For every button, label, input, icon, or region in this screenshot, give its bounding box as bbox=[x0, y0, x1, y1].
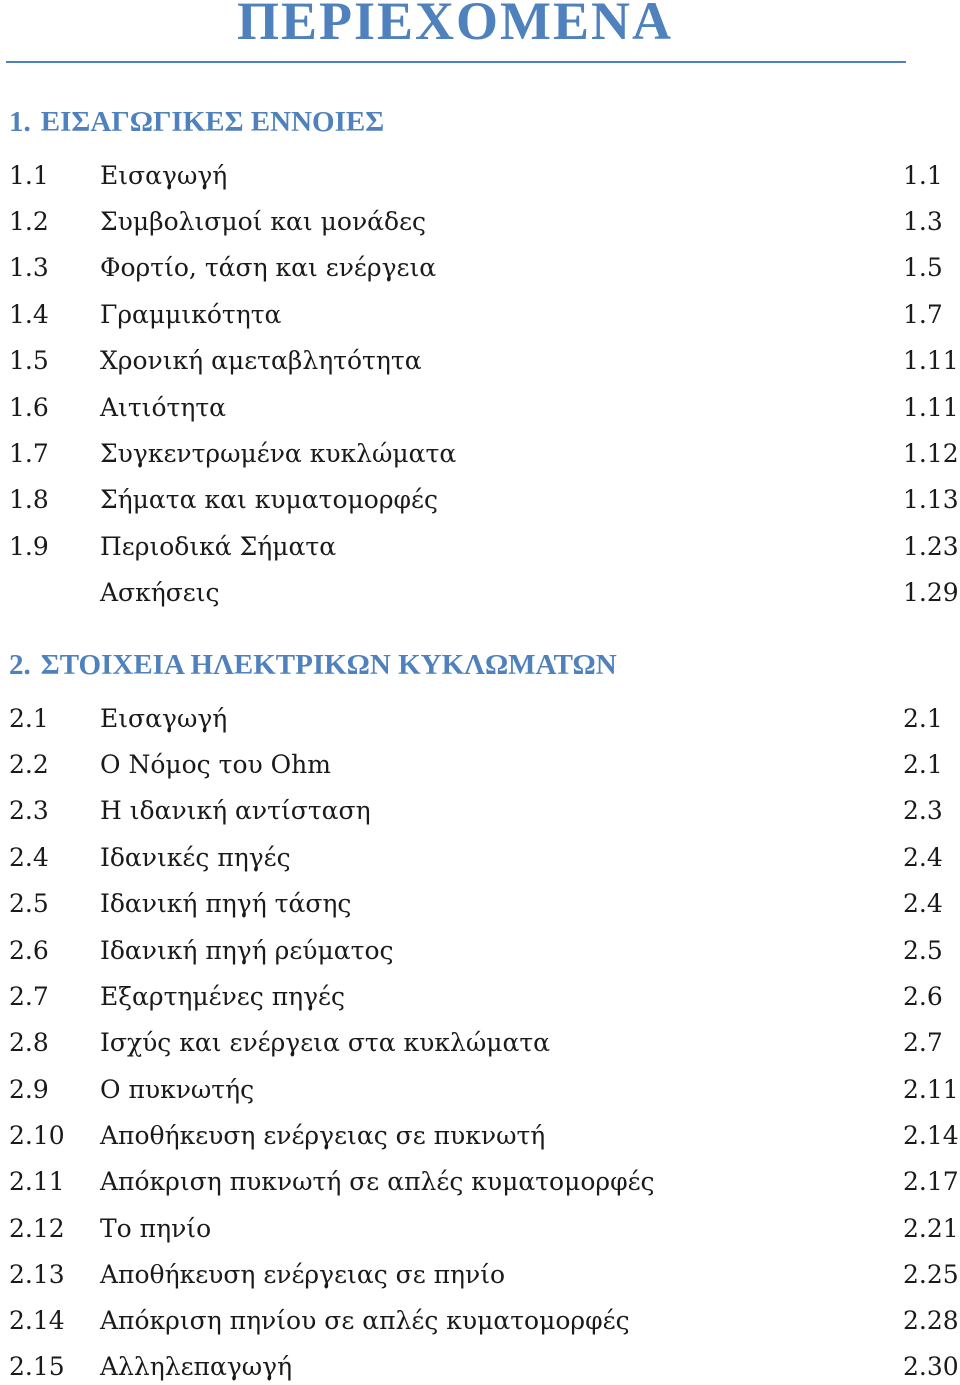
chapter-number: 2. bbox=[9, 649, 31, 681]
toc-entry[interactable] bbox=[0, 204, 960, 240]
entry-title: Απόκριση πηνίου σε απλές κυματομορφές bbox=[100, 1306, 630, 1335]
toc-entry[interactable] bbox=[0, 1118, 960, 1154]
entry-number: 2.9 bbox=[9, 1075, 49, 1104]
toc-entry-exercises[interactable] bbox=[0, 575, 960, 611]
toc-entry[interactable] bbox=[0, 390, 960, 426]
chapter-number: 1. bbox=[9, 106, 31, 138]
entry-number: 2.12 bbox=[9, 1214, 65, 1243]
entry-title: Αποθήκευση ενέργειας σε πηνίο bbox=[100, 1260, 506, 1289]
chapter-heading-1[interactable] bbox=[9, 104, 384, 140]
entry-number: 2.11 bbox=[9, 1167, 65, 1196]
toc-entry[interactable] bbox=[0, 701, 960, 737]
entry-title: Περιοδικά Σήματα bbox=[100, 532, 337, 561]
toc-entry[interactable] bbox=[0, 1257, 960, 1293]
entry-number: 1.9 bbox=[9, 532, 49, 561]
entry-title: Ισχύς και ενέργεια στα κυκλώματα bbox=[100, 1028, 551, 1057]
entry-title: Ιδανική πηγή ρεύματος bbox=[100, 936, 394, 965]
entry-title: Η ιδανική αντίσταση bbox=[100, 796, 371, 825]
entry-title: Το πηνίο bbox=[100, 1214, 212, 1243]
entry-number: 2.2 bbox=[9, 750, 49, 779]
title-underline bbox=[6, 61, 906, 63]
entry-title: Χρονική αμεταβλητότητα bbox=[100, 346, 422, 375]
entry-number: 1.2 bbox=[9, 207, 49, 236]
toc-entry[interactable] bbox=[0, 1303, 960, 1339]
entry-title: Φορτίο, τάση και ενέργεια bbox=[100, 253, 437, 282]
entry-page: 1.13 bbox=[903, 485, 959, 514]
entry-page: 1.12 bbox=[903, 439, 959, 468]
entry-page: 2.28 bbox=[903, 1306, 959, 1335]
entry-title: Αποθήκευση ενέργειας σε πυκνωτή bbox=[100, 1121, 546, 1150]
entry-page: 2.6 bbox=[903, 982, 943, 1011]
toc-entry[interactable] bbox=[0, 1211, 960, 1247]
chapter-title: ΕΙΣΑΓΩΓΙΚΕΣ ΕΝΝΟΙΕΣ bbox=[40, 106, 385, 138]
toc-entry[interactable] bbox=[0, 1349, 960, 1385]
toc-entry[interactable] bbox=[0, 343, 960, 379]
entry-page: 1.1 bbox=[903, 161, 943, 190]
entry-number: 2.3 bbox=[9, 796, 49, 825]
entry-page: 2.25 bbox=[903, 1260, 959, 1289]
entry-number: 2.13 bbox=[9, 1260, 65, 1289]
entry-number: 2.4 bbox=[9, 843, 49, 872]
entry-page: 2.30 bbox=[903, 1352, 959, 1381]
entry-title: Ο Νόμος του Ohm bbox=[100, 750, 331, 779]
entry-title: Εξαρτημένες πηγές bbox=[100, 982, 346, 1011]
toc-entry[interactable] bbox=[0, 297, 960, 333]
entry-title: Συμβολισμοί και μονάδες bbox=[100, 207, 427, 236]
entry-page: 1.5 bbox=[903, 253, 943, 282]
entry-title: Εισαγωγή bbox=[100, 704, 228, 733]
entry-page: 2.11 bbox=[903, 1075, 959, 1104]
entry-title: Ιδανικές πηγές bbox=[100, 843, 291, 872]
entry-page: 2.17 bbox=[903, 1167, 959, 1196]
entry-number: 2.7 bbox=[9, 982, 49, 1011]
entry-page: 2.7 bbox=[903, 1028, 943, 1057]
entry-page: 2.3 bbox=[903, 796, 943, 825]
entry-number: 1.6 bbox=[9, 393, 49, 422]
toc-entry[interactable] bbox=[0, 1025, 960, 1061]
entry-page: 2.14 bbox=[903, 1121, 959, 1150]
entry-number: 2.10 bbox=[9, 1121, 65, 1150]
chapter-title: ΣΤΟΙΧΕΙΑ ΗΛΕΚΤΡΙΚΩΝ ΚΥΚΛΩΜΑΤΩΝ bbox=[40, 649, 617, 681]
entry-number: 1.8 bbox=[9, 485, 49, 514]
toc-entry[interactable] bbox=[0, 747, 960, 783]
entry-page: 1.7 bbox=[903, 300, 943, 329]
entry-page: 2.1 bbox=[903, 704, 943, 733]
entry-number: 2.5 bbox=[9, 889, 49, 918]
toc-entry[interactable] bbox=[0, 250, 960, 286]
toc-entry[interactable] bbox=[0, 840, 960, 876]
entry-page: 1.11 bbox=[903, 346, 959, 375]
toc-entry[interactable] bbox=[0, 933, 960, 969]
entry-number: 2.15 bbox=[9, 1352, 65, 1381]
toc-entry[interactable] bbox=[0, 1164, 960, 1200]
toc-entry[interactable] bbox=[0, 886, 960, 922]
entry-number: 2.14 bbox=[9, 1306, 65, 1335]
toc-entry[interactable] bbox=[0, 482, 960, 518]
entry-page: 1.3 bbox=[903, 207, 943, 236]
toc-entry[interactable] bbox=[0, 529, 960, 565]
toc-entry[interactable] bbox=[0, 979, 960, 1015]
entry-page: 2.5 bbox=[903, 936, 943, 965]
entry-title: Σήματα και κυματομορφές bbox=[100, 485, 438, 514]
entry-page: 1.11 bbox=[903, 393, 959, 422]
toc-entry[interactable] bbox=[0, 436, 960, 472]
entry-number: 2.6 bbox=[9, 936, 49, 965]
entry-title: Συγκεντρωμένα κυκλώματα bbox=[100, 439, 457, 468]
entry-number: 1.1 bbox=[9, 161, 49, 190]
entry-title: Ο πυκνωτής bbox=[100, 1075, 255, 1104]
entry-page: 2.1 bbox=[903, 750, 943, 779]
page-title: ΠΕΡΙΕΧΟΜΕΝΑ bbox=[236, 0, 674, 51]
toc-entry[interactable] bbox=[0, 793, 960, 829]
entry-number: 1.7 bbox=[9, 439, 49, 468]
entry-number: 2.1 bbox=[9, 704, 49, 733]
entry-page: 1.23 bbox=[903, 532, 959, 561]
toc-entry[interactable] bbox=[0, 1072, 960, 1108]
entry-number: 1.5 bbox=[9, 346, 49, 375]
entry-title: Ασκήσεις bbox=[100, 578, 220, 607]
entry-title: Αλληλεπαγωγή bbox=[100, 1352, 293, 1381]
entry-page: 2.4 bbox=[903, 843, 943, 872]
entry-title: Ιδανική πηγή τάσης bbox=[100, 889, 352, 918]
entry-number: 2.8 bbox=[9, 1028, 49, 1057]
toc-entry[interactable] bbox=[0, 158, 960, 194]
entry-page: 2.4 bbox=[903, 889, 943, 918]
entry-number: 1.4 bbox=[9, 300, 49, 329]
entry-title: Εισαγωγή bbox=[100, 161, 228, 190]
entry-title: Απόκριση πυκνωτή σε απλές κυματομορφές bbox=[100, 1167, 655, 1196]
entry-page: 2.21 bbox=[903, 1214, 959, 1243]
entry-title: Γραμμικότητα bbox=[100, 300, 282, 329]
entry-number: 1.3 bbox=[9, 253, 49, 282]
entry-title: Αιτιότητα bbox=[100, 393, 227, 422]
entry-page: 1.29 bbox=[903, 578, 959, 607]
chapter-heading-2[interactable] bbox=[9, 647, 617, 683]
